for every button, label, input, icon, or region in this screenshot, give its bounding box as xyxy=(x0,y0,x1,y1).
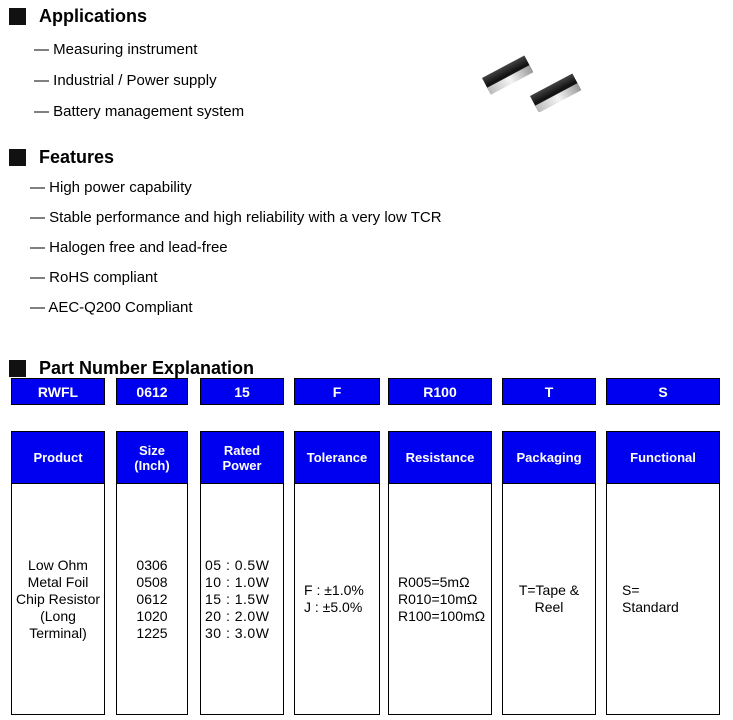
column-header: Resistance xyxy=(389,432,491,484)
code-functional: S xyxy=(606,378,720,405)
column-header: Product xyxy=(12,432,104,484)
list-item: — RoHS compliant xyxy=(30,269,158,286)
section-square-icon xyxy=(9,149,26,166)
column-body: 0306 0508 0612 1020 1225 xyxy=(136,556,168,641)
column-header: Functional xyxy=(607,432,719,484)
column-body: F : ±1.0% J : ±5.0% xyxy=(304,582,364,615)
column-product xyxy=(11,431,105,715)
column-body: 05 : 0.5W 10 : 1.0W 15 : 1.5W 20 : 2.0W 30 : 3.0W xyxy=(205,556,270,641)
part-number-title: Part Number Explanation xyxy=(39,358,255,378)
part-number-heading xyxy=(9,358,254,379)
column-rated-power xyxy=(200,431,284,715)
code-size: 0612 xyxy=(116,378,188,405)
list-item: — Halogen free and lead-free xyxy=(30,239,228,256)
column-body: Low Ohm Metal Foil Chip Resistor (Long Terminal) xyxy=(15,556,101,641)
section-square-icon xyxy=(9,8,26,25)
features-heading xyxy=(9,147,114,168)
column-packaging xyxy=(502,431,596,715)
code-rated-power: 15 xyxy=(200,378,284,405)
list-item: — Battery management system xyxy=(34,103,245,120)
section-square-icon xyxy=(9,360,26,377)
column-size xyxy=(116,431,188,715)
resistor-chip-2 xyxy=(530,73,581,112)
column-body: R005=5mΩ R010=10mΩ R100=100mΩ xyxy=(398,573,486,624)
column-tolerance xyxy=(294,431,380,715)
code-product: RWFL xyxy=(11,378,105,405)
column-functional xyxy=(606,431,720,715)
list-item: — High power capability xyxy=(30,179,192,196)
resistor-chip-1 xyxy=(482,55,533,94)
code-tolerance: F xyxy=(294,378,380,405)
code-resistance: R100 xyxy=(388,378,492,405)
list-item: — AEC-Q200 Compliant xyxy=(30,299,193,316)
applications-heading xyxy=(9,6,147,27)
resistor-product-image xyxy=(470,52,590,112)
applications-title: Applications xyxy=(39,6,148,26)
column-header: Size (Inch) xyxy=(117,432,187,484)
column-header: Packaging xyxy=(503,432,595,484)
column-resistance xyxy=(388,431,492,715)
features-title: Features xyxy=(39,147,115,167)
column-body: S= Standard xyxy=(622,582,679,615)
list-item: — Measuring instrument xyxy=(34,41,198,58)
column-header: Tolerance xyxy=(295,432,379,484)
list-item: — Industrial / Power supply xyxy=(34,72,217,89)
column-header: Rated Power xyxy=(201,432,283,484)
list-item: — Stable performance and high reliability with a very low TCR xyxy=(30,209,442,226)
code-packaging: T xyxy=(502,378,596,405)
column-body: T=Tape & Reel xyxy=(518,582,580,615)
